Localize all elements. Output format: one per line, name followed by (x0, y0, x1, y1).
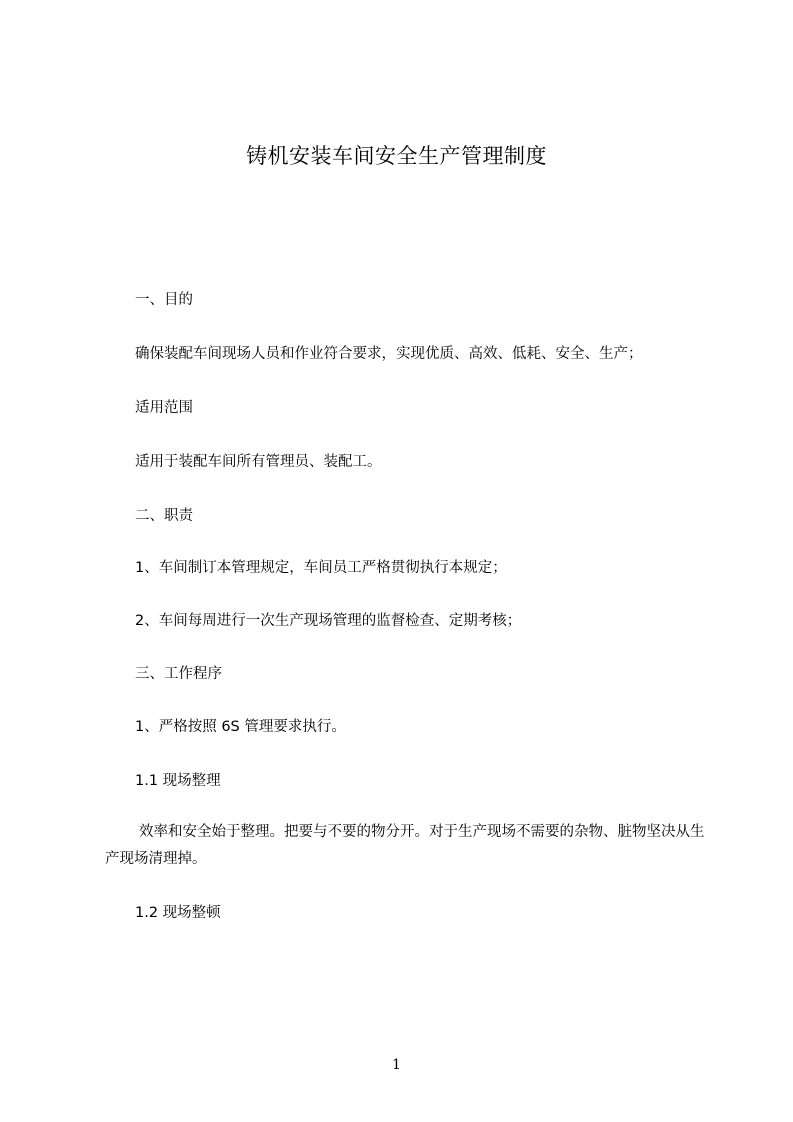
list-item-responsibility-2: 2、车间每周进行一次生产现场管理的监督检查、定期考核； (135, 613, 522, 629)
page-number: 1 (392, 1057, 401, 1073)
subheading-site-arrangement: 1.2 现场整顿 (135, 905, 221, 921)
paragraph-site-sorting: 效率和安全始于整理。把要与不要的物分开。对于生产现场不需要的杂物、脏物坚决从生产现场清理掉。 (105, 824, 705, 867)
document-title: 铸机安装车间安全生产管理制度 (246, 144, 547, 168)
list-item-responsibility-1: 1、车间制订本管理规定，车间员工严格贯彻执行本规定； (135, 560, 507, 576)
section-heading-procedure: 三、工作程序 (135, 666, 222, 682)
subheading-scope: 适用范围 (135, 400, 193, 416)
section-heading-responsibilities: 二、职责 (135, 508, 193, 524)
section-heading-purpose: 一、目的 (135, 292, 193, 308)
subheading-site-sorting: 1.1 现场整理 (135, 773, 221, 789)
paragraph-purpose: 确保装配车间现场人员和作业符合要求，实现优质、高效、低耗、安全、生产； (135, 346, 643, 362)
paragraph-scope: 适用于装配车间所有管理员、装配工。 (135, 454, 382, 470)
list-item-procedure-1: 1、严格按照 6S 管理要求执行。 (135, 719, 346, 735)
